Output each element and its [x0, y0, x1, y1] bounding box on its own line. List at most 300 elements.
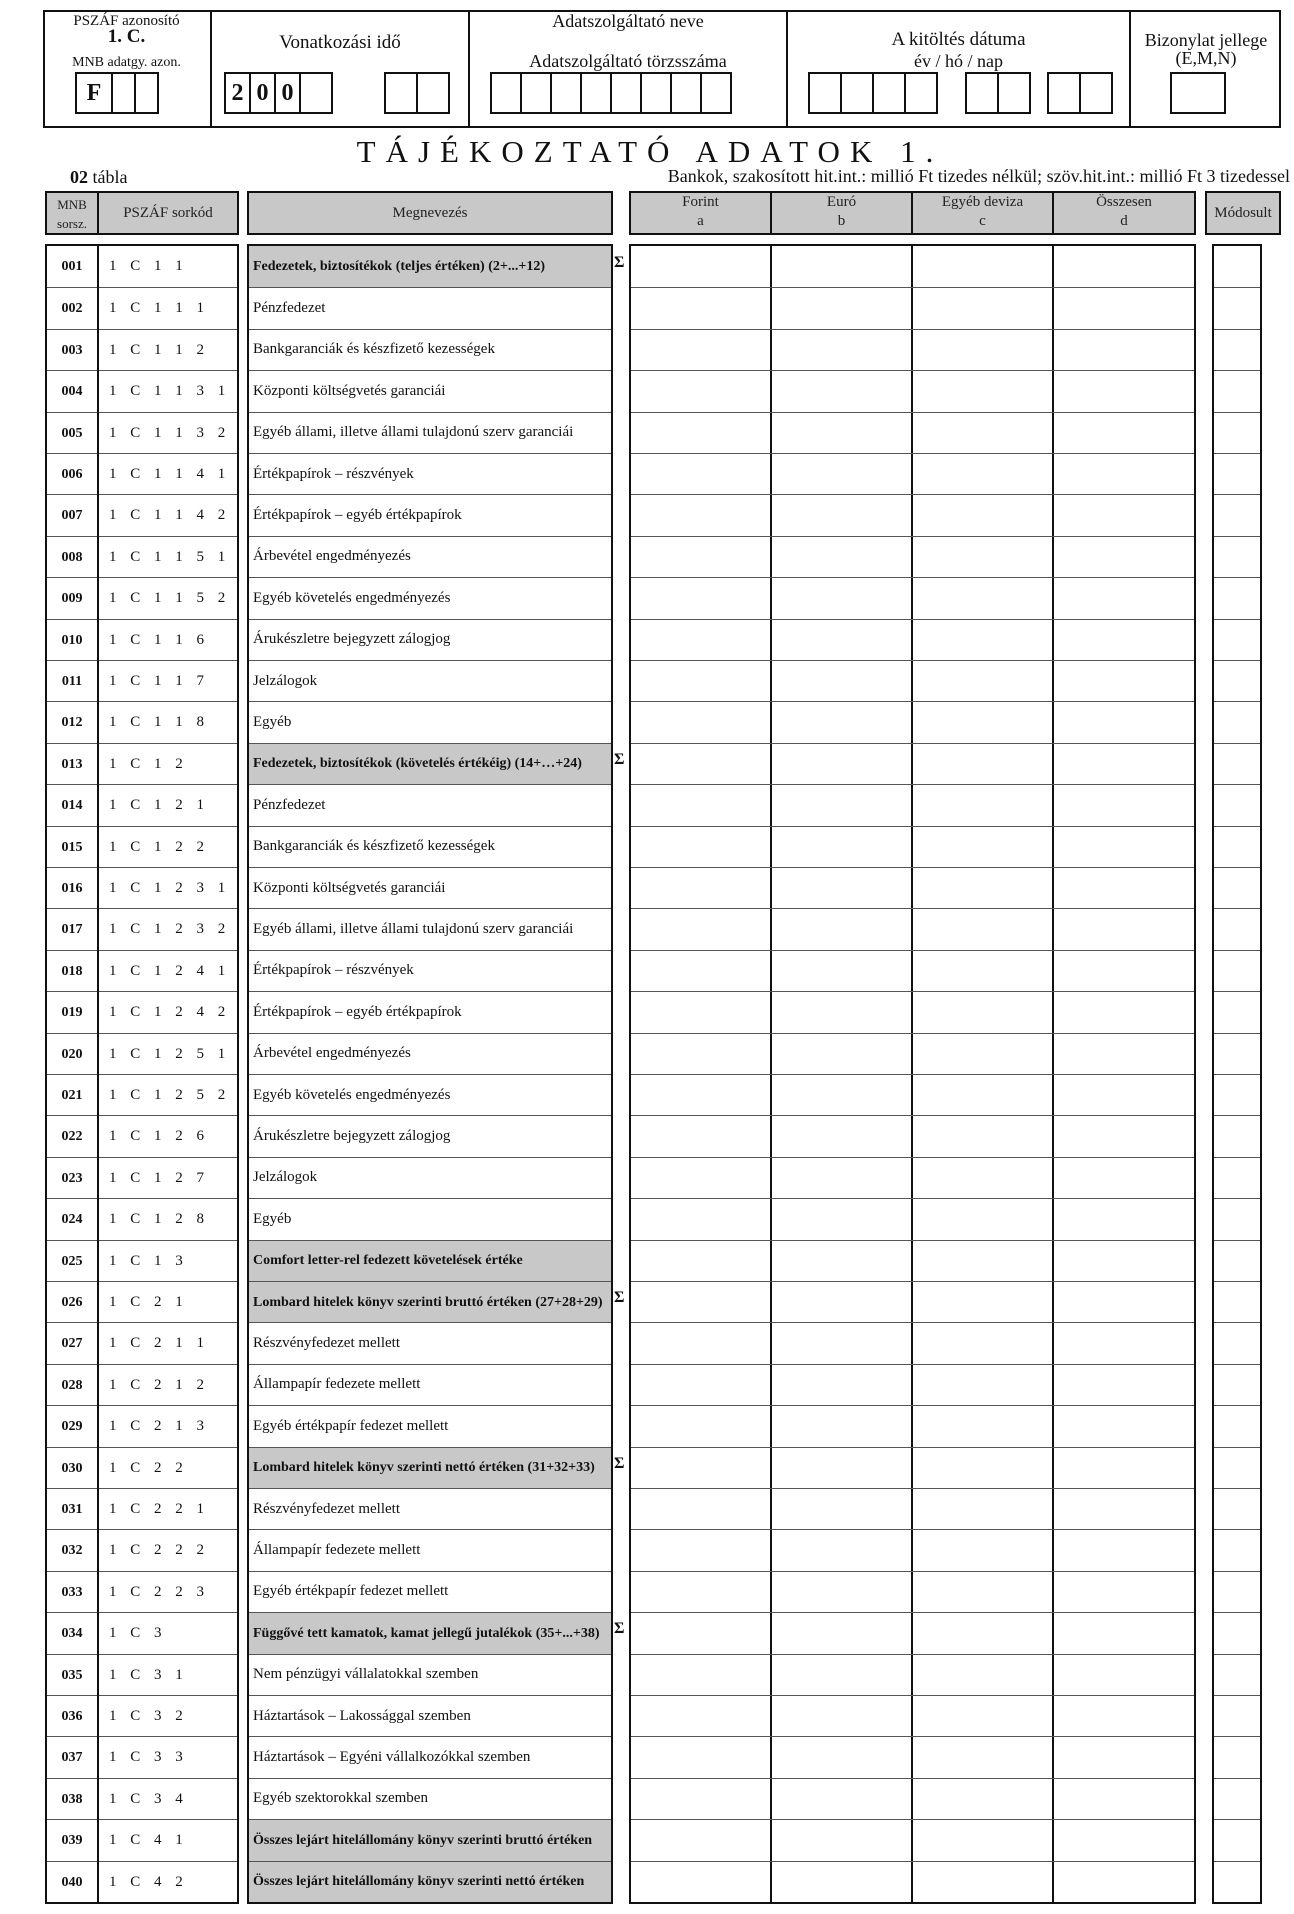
row-code: 1 C 1 2 5 2	[99, 1074, 237, 1115]
provider-reg-cell[interactable]	[610, 72, 642, 114]
value-cell-other[interactable]	[915, 661, 1051, 701]
modified-cell[interactable]	[1214, 370, 1260, 411]
modified-cell[interactable]	[1214, 660, 1260, 701]
row-number: 015	[47, 826, 97, 867]
modified-cell[interactable]	[1214, 1115, 1260, 1156]
value-cell-forint[interactable]	[633, 1779, 769, 1819]
modified-cell[interactable]	[1214, 991, 1260, 1032]
modified-cell[interactable]	[1214, 867, 1260, 908]
sigma-marker: Σ	[614, 1620, 625, 1638]
modified-cell[interactable]	[1214, 1240, 1260, 1281]
provider-reg-cell[interactable]	[580, 72, 612, 114]
value-cell-total[interactable]	[1056, 1034, 1192, 1074]
modified-cell[interactable]	[1214, 1654, 1260, 1695]
row-number: 014	[47, 784, 97, 825]
pszaf-id-label: PSZÁF azonosító	[73, 13, 180, 29]
ref-time-cell[interactable]: 0	[249, 72, 276, 114]
modified-cell[interactable]	[1214, 701, 1260, 742]
data-row	[631, 1571, 1194, 1612]
value-cell-euro[interactable]	[774, 868, 910, 908]
value-cell-euro[interactable]	[774, 578, 910, 618]
value-cell-other[interactable]	[915, 454, 1051, 494]
modified-cell[interactable]	[1214, 1198, 1260, 1239]
value-cell-other[interactable]	[915, 1158, 1051, 1198]
row-number: 025	[47, 1240, 97, 1281]
modified-cell[interactable]	[1214, 1861, 1260, 1902]
value-cell-total[interactable]	[1056, 288, 1192, 328]
modified-cell[interactable]	[1214, 1033, 1260, 1074]
value-cell-forint[interactable]	[633, 1034, 769, 1074]
value-cell-forint[interactable]	[633, 868, 769, 908]
value-cell-euro[interactable]	[774, 1282, 910, 1322]
value-cell-total[interactable]	[1056, 1323, 1192, 1363]
value-cell-total[interactable]	[1056, 578, 1192, 618]
row-code: 1 C 3 2	[99, 1695, 237, 1736]
value-cell-euro[interactable]	[774, 413, 910, 453]
row-number: 003	[47, 329, 97, 370]
value-cell-total[interactable]	[1056, 1241, 1192, 1281]
value-cell-euro[interactable]	[774, 1075, 910, 1115]
value-cell-forint[interactable]	[633, 661, 769, 701]
value-cell-forint[interactable]	[633, 578, 769, 618]
row-number: 006	[47, 453, 97, 494]
row-name: Jelzálogok	[249, 660, 611, 701]
row-name: Árbevétel engedményezés	[249, 1033, 611, 1074]
modified-cell[interactable]	[1214, 1529, 1260, 1570]
value-cell-euro[interactable]	[774, 1158, 910, 1198]
row-code: 1 C 1 1 3 1	[99, 370, 237, 411]
row-code: 1 C 1 2 7	[99, 1157, 237, 1198]
value-cell-euro[interactable]	[774, 454, 910, 494]
doc-type-cells	[1170, 72, 1224, 114]
value-cell-forint[interactable]	[633, 992, 769, 1032]
value-cell-euro[interactable]	[774, 1323, 910, 1363]
value-cell-euro[interactable]	[774, 744, 910, 784]
row-code: 1 C 1 1 5 1	[99, 536, 237, 577]
table-subtitle: Bankok, szakosított hit.int.: millió Ft tizedes nélkül; szöv.hit.int.: millió Ft 3 tizedessel	[667, 166, 1290, 186]
value-cell-forint[interactable]	[633, 1406, 769, 1446]
row-number: 039	[47, 1819, 97, 1860]
value-cell-total[interactable]	[1056, 661, 1192, 701]
value-cell-other[interactable]	[915, 1241, 1051, 1281]
value-cell-total[interactable]	[1056, 702, 1192, 742]
provider-name-label: Adatszolgáltató neve	[552, 11, 704, 31]
value-cell-total[interactable]	[1056, 1572, 1192, 1612]
modified-cell[interactable]	[1214, 1322, 1260, 1363]
value-cell-forint[interactable]	[633, 1158, 769, 1198]
value-cell-total[interactable]	[1056, 868, 1192, 908]
value-cell-other[interactable]	[915, 868, 1051, 908]
modified-cell[interactable]	[1214, 908, 1260, 949]
ref-time-cell[interactable]: 0	[274, 72, 301, 114]
modified-cell[interactable]	[1214, 453, 1260, 494]
value-cell-forint[interactable]	[633, 413, 769, 453]
value-cell-euro[interactable]	[774, 620, 910, 660]
row-name: Egyéb értékpapír fedezet mellett	[249, 1571, 611, 1612]
data-row	[631, 1819, 1194, 1860]
provider-reg-cell[interactable]	[700, 72, 732, 114]
fill-date-cell[interactable]	[840, 72, 874, 114]
value-cell-euro[interactable]	[774, 951, 910, 991]
modified-column	[1212, 244, 1262, 1904]
value-cell-euro[interactable]	[774, 1034, 910, 1074]
value-cell-other[interactable]	[915, 1116, 1051, 1156]
value-cell-other[interactable]	[915, 992, 1051, 1032]
value-cell-euro[interactable]	[774, 1489, 910, 1529]
modified-cell[interactable]	[1214, 784, 1260, 825]
value-cell-other[interactable]	[915, 1862, 1051, 1902]
value-cell-other[interactable]	[915, 1613, 1051, 1653]
value-cell-other[interactable]	[915, 1323, 1051, 1363]
value-cell-forint[interactable]	[633, 495, 769, 535]
value-cell-euro[interactable]	[774, 537, 910, 577]
value-cell-euro[interactable]	[774, 785, 910, 825]
value-cell-total[interactable]	[1056, 992, 1192, 1032]
value-cell-other[interactable]	[915, 951, 1051, 991]
modified-cell[interactable]	[1214, 494, 1260, 535]
provider-reg-cell[interactable]	[490, 72, 522, 114]
value-cell-total[interactable]	[1056, 413, 1192, 453]
value-cell-euro[interactable]	[774, 1613, 910, 1653]
modified-cell[interactable]	[1214, 329, 1260, 370]
value-cell-forint[interactable]	[633, 951, 769, 991]
modified-cell[interactable]	[1214, 1364, 1260, 1405]
table-number	[70, 167, 127, 188]
value-cell-forint[interactable]	[633, 785, 769, 825]
value-cell-forint[interactable]	[633, 288, 769, 328]
value-cell-total[interactable]	[1056, 1696, 1192, 1736]
value-cell-euro[interactable]	[774, 1406, 910, 1446]
col-header-pszaf: PSZÁF sorkód	[97, 191, 239, 235]
value-cell-total[interactable]	[1056, 1862, 1192, 1902]
value-cell-total[interactable]	[1056, 1406, 1192, 1446]
row-number: 031	[47, 1488, 97, 1529]
row-number: 021	[47, 1074, 97, 1115]
fill-date-cell[interactable]	[872, 72, 906, 114]
value-cell-forint[interactable]	[633, 1282, 769, 1322]
value-cell-total[interactable]	[1056, 537, 1192, 577]
value-cell-other[interactable]	[915, 1779, 1051, 1819]
provider-reg-cell[interactable]	[670, 72, 702, 114]
value-cell-other[interactable]	[915, 1448, 1051, 1488]
row-name: Pénzfedezet	[249, 287, 611, 328]
value-cell-euro[interactable]	[774, 1530, 910, 1570]
mnb-id-cell[interactable]	[111, 72, 136, 114]
provider-reg-cell[interactable]	[520, 72, 552, 114]
value-cell-total[interactable]	[1056, 1820, 1192, 1860]
row-name: Értékpapírok – részvények	[249, 453, 611, 494]
value-cell-forint[interactable]	[633, 1448, 769, 1488]
value-cell-euro[interactable]	[774, 702, 910, 742]
value-cell-forint[interactable]	[633, 537, 769, 577]
value-cell-other[interactable]	[915, 1737, 1051, 1777]
value-cell-total[interactable]	[1056, 246, 1192, 287]
modified-cell[interactable]	[1214, 1157, 1260, 1198]
value-cell-euro[interactable]	[774, 827, 910, 867]
value-cell-euro[interactable]	[774, 661, 910, 701]
value-cell-other[interactable]	[915, 1406, 1051, 1446]
table-number-value: 02	[70, 167, 88, 187]
header-divider	[1129, 10, 1131, 128]
modified-cell[interactable]	[1214, 412, 1260, 453]
data-row	[631, 1115, 1194, 1156]
row-name: Értékpapírok – egyéb értékpapírok	[249, 494, 611, 535]
modified-cell[interactable]	[1214, 1612, 1260, 1653]
value-cell-total[interactable]	[1056, 1158, 1192, 1198]
modified-cell[interactable]	[1214, 1695, 1260, 1736]
value-cell-other[interactable]	[915, 246, 1051, 287]
value-cell-total[interactable]	[1056, 909, 1192, 949]
pszaf-column	[97, 244, 239, 1904]
value-cell-forint[interactable]	[633, 246, 769, 287]
value-cell-other[interactable]	[915, 1282, 1051, 1322]
modified-cell[interactable]	[1214, 1074, 1260, 1115]
value-cell-total[interactable]	[1056, 744, 1192, 784]
modified-cell[interactable]	[1214, 1405, 1260, 1446]
value-cell-forint[interactable]	[633, 1530, 769, 1570]
value-cell-forint[interactable]	[633, 371, 769, 411]
value-cell-forint[interactable]	[633, 1696, 769, 1736]
row-number: 026	[47, 1281, 97, 1322]
value-cell-forint[interactable]	[633, 744, 769, 784]
value-cell-other[interactable]	[915, 578, 1051, 618]
fill-date-sub-label: év / hó / nap	[914, 51, 1003, 71]
row-name: Nem pénzügyi vállalatokkal szemben	[249, 1654, 611, 1695]
data-row	[631, 1198, 1194, 1239]
value-cell-total[interactable]	[1056, 620, 1192, 660]
value-cell-other[interactable]	[915, 785, 1051, 825]
modified-cell[interactable]	[1214, 1447, 1260, 1488]
fill-date-cell[interactable]	[1047, 72, 1081, 114]
row-name: Egyéb értékpapír fedezet mellett	[249, 1405, 611, 1446]
row-code: 1 C 2 2 2	[99, 1529, 237, 1570]
value-cell-total[interactable]	[1056, 371, 1192, 411]
value-cell-total[interactable]	[1056, 951, 1192, 991]
value-cell-total[interactable]	[1056, 827, 1192, 867]
value-cell-total[interactable]	[1056, 1737, 1192, 1777]
modified-cell[interactable]	[1214, 826, 1260, 867]
value-cell-total[interactable]	[1056, 330, 1192, 370]
value-cell-forint[interactable]	[633, 1323, 769, 1363]
value-cell-forint[interactable]	[633, 1365, 769, 1405]
value-cell-total[interactable]	[1056, 1199, 1192, 1239]
col-header-modified: Módosult	[1205, 191, 1281, 235]
value-cell-euro[interactable]	[774, 1199, 910, 1239]
row-code: 1 C 2 2 1	[99, 1488, 237, 1529]
modified-cell[interactable]	[1214, 743, 1260, 784]
modified-cell[interactable]	[1214, 1488, 1260, 1529]
value-cell-other[interactable]	[915, 1530, 1051, 1570]
modified-cell[interactable]	[1214, 1281, 1260, 1322]
value-cell-total[interactable]	[1056, 1655, 1192, 1695]
col-header-total	[1052, 191, 1196, 235]
data-row	[631, 1240, 1194, 1281]
modified-cell[interactable]	[1214, 950, 1260, 991]
data-row	[631, 1157, 1194, 1198]
value-cell-total[interactable]	[1056, 1116, 1192, 1156]
row-name: Jelzálogok	[249, 1157, 611, 1198]
page-title: TÁJÉKOZTATÓ ADATOK 1.	[356, 134, 944, 169]
value-cell-forint[interactable]	[633, 1655, 769, 1695]
row-number: 007	[47, 494, 97, 535]
fill-date-cell[interactable]	[904, 72, 938, 114]
value-cell-other[interactable]	[915, 1034, 1051, 1074]
value-cell-total[interactable]	[1056, 454, 1192, 494]
value-cell-total[interactable]	[1056, 1448, 1192, 1488]
value-cell-other[interactable]	[915, 371, 1051, 411]
row-number: 011	[47, 660, 97, 701]
value-cell-other[interactable]	[915, 909, 1051, 949]
data-columns	[629, 244, 1196, 1904]
value-cell-forint[interactable]	[633, 330, 769, 370]
value-cell-other[interactable]	[915, 702, 1051, 742]
col-header-forint-label: Forint	[682, 194, 719, 210]
row-code: 1 C 1 2 4 2	[99, 991, 237, 1032]
value-cell-euro[interactable]	[774, 1779, 910, 1819]
value-cell-other[interactable]	[915, 1572, 1051, 1612]
value-cell-other[interactable]	[915, 413, 1051, 453]
value-cell-forint[interactable]	[633, 1241, 769, 1281]
value-cell-euro[interactable]	[774, 371, 910, 411]
value-cell-euro[interactable]	[774, 1116, 910, 1156]
value-cell-euro[interactable]	[774, 1696, 910, 1736]
modified-cell[interactable]	[1214, 619, 1260, 660]
value-cell-euro[interactable]	[774, 1820, 910, 1860]
mnb-id-cell[interactable]: F	[75, 72, 113, 114]
value-cell-other[interactable]	[915, 1199, 1051, 1239]
value-cell-other[interactable]	[915, 288, 1051, 328]
value-cell-forint[interactable]	[633, 1862, 769, 1902]
mnb-id-cell[interactable]	[134, 72, 159, 114]
row-name: Összes lejárt hitelállomány könyv szerinti nettó értéken	[249, 1861, 611, 1902]
fill-date-cell[interactable]	[1079, 72, 1113, 114]
value-cell-forint[interactable]	[633, 1613, 769, 1653]
value-cell-other[interactable]	[915, 1696, 1051, 1736]
row-code: 1 C 2 1 3	[99, 1405, 237, 1446]
provider-reg-cell[interactable]	[640, 72, 672, 114]
modified-cell[interactable]	[1214, 1778, 1260, 1819]
data-row	[631, 494, 1194, 535]
sigma-marker: Σ	[614, 1454, 625, 1472]
value-cell-other[interactable]	[915, 827, 1051, 867]
doc-type-cell[interactable]	[1170, 72, 1226, 114]
fill-date-cell[interactable]	[808, 72, 842, 114]
fill-date-cell[interactable]	[965, 72, 999, 114]
modified-cell[interactable]	[1214, 536, 1260, 577]
value-cell-euro[interactable]	[774, 330, 910, 370]
value-cell-forint[interactable]	[633, 909, 769, 949]
row-number: 038	[47, 1778, 97, 1819]
row-name: Egyéb	[249, 1198, 611, 1239]
row-number: 009	[47, 577, 97, 618]
value-cell-euro[interactable]	[774, 1862, 910, 1902]
data-row	[631, 1778, 1194, 1819]
value-cell-total[interactable]	[1056, 1282, 1192, 1322]
value-cell-forint[interactable]	[633, 1572, 769, 1612]
ref-time-cell[interactable]	[299, 72, 333, 114]
row-code: 1 C 2 1 1	[99, 1322, 237, 1363]
row-code: 1 C 1 1 3 2	[99, 412, 237, 453]
value-cell-forint[interactable]	[633, 1199, 769, 1239]
value-cell-total[interactable]	[1056, 1365, 1192, 1405]
ref-time-cell[interactable]	[416, 72, 450, 114]
value-cell-total[interactable]	[1056, 1613, 1192, 1653]
value-cell-total[interactable]	[1056, 1779, 1192, 1819]
fill-date-cell[interactable]	[997, 72, 1031, 114]
provider-reg-cell[interactable]	[550, 72, 582, 114]
value-cell-forint[interactable]	[633, 702, 769, 742]
value-cell-total[interactable]	[1056, 1075, 1192, 1115]
value-cell-euro[interactable]	[774, 1365, 910, 1405]
value-cell-euro[interactable]	[774, 246, 910, 287]
value-cell-forint[interactable]	[633, 1489, 769, 1529]
value-cell-total[interactable]	[1056, 495, 1192, 535]
modified-cell[interactable]	[1214, 577, 1260, 618]
value-cell-euro[interactable]	[774, 1241, 910, 1281]
value-cell-forint[interactable]	[633, 1820, 769, 1860]
value-cell-euro[interactable]	[774, 909, 910, 949]
row-name: Bankgaranciák és készfizető kezességek	[249, 826, 611, 867]
row-number: 008	[47, 536, 97, 577]
modified-cell[interactable]	[1214, 246, 1260, 287]
value-cell-other[interactable]	[915, 1365, 1051, 1405]
data-row	[631, 1488, 1194, 1529]
row-name: Háztartások – Egyéni vállalkozókkal szemben	[249, 1736, 611, 1777]
modified-cell[interactable]	[1214, 1819, 1260, 1860]
value-cell-other[interactable]	[915, 537, 1051, 577]
value-cell-forint[interactable]	[633, 1737, 769, 1777]
row-number: 034	[47, 1612, 97, 1653]
row-code: 1 C 1 2 8	[99, 1198, 237, 1239]
value-cell-other[interactable]	[915, 1075, 1051, 1115]
value-cell-forint[interactable]	[633, 1075, 769, 1115]
value-cell-total[interactable]	[1056, 1530, 1192, 1570]
value-cell-forint[interactable]	[633, 827, 769, 867]
value-cell-other[interactable]	[915, 495, 1051, 535]
value-cell-euro[interactable]	[774, 1655, 910, 1695]
modified-cell[interactable]	[1214, 287, 1260, 328]
value-cell-other[interactable]	[915, 620, 1051, 660]
ref-time-cell[interactable]	[384, 72, 418, 114]
value-cell-total[interactable]	[1056, 785, 1192, 825]
value-cell-euro[interactable]	[774, 992, 910, 1032]
value-cell-forint[interactable]	[633, 620, 769, 660]
value-cell-euro[interactable]	[774, 495, 910, 535]
value-cell-euro[interactable]	[774, 1448, 910, 1488]
row-code: 1 C 1 1 5 2	[99, 577, 237, 618]
value-cell-forint[interactable]	[633, 454, 769, 494]
data-row	[631, 784, 1194, 825]
row-code: 1 C 1 3	[99, 1240, 237, 1281]
ref-time-cell[interactable]: 2	[224, 72, 251, 114]
modified-cell[interactable]	[1214, 1571, 1260, 1612]
value-cell-other[interactable]	[915, 744, 1051, 784]
value-cell-forint[interactable]	[633, 1116, 769, 1156]
value-cell-euro[interactable]	[774, 288, 910, 328]
value-cell-other[interactable]	[915, 1655, 1051, 1695]
value-cell-total[interactable]	[1056, 1489, 1192, 1529]
value-cell-other[interactable]	[915, 330, 1051, 370]
value-cell-other[interactable]	[915, 1489, 1051, 1529]
row-code: 1 C 1 2 3 2	[99, 908, 237, 949]
value-cell-euro[interactable]	[774, 1572, 910, 1612]
data-row	[631, 950, 1194, 991]
value-cell-euro[interactable]	[774, 1737, 910, 1777]
value-cell-other[interactable]	[915, 1820, 1051, 1860]
row-number: 018	[47, 950, 97, 991]
modified-cell[interactable]	[1214, 1736, 1260, 1777]
doc-type-label: Bizonylat jellege (E,M,N)	[1144, 30, 1268, 68]
